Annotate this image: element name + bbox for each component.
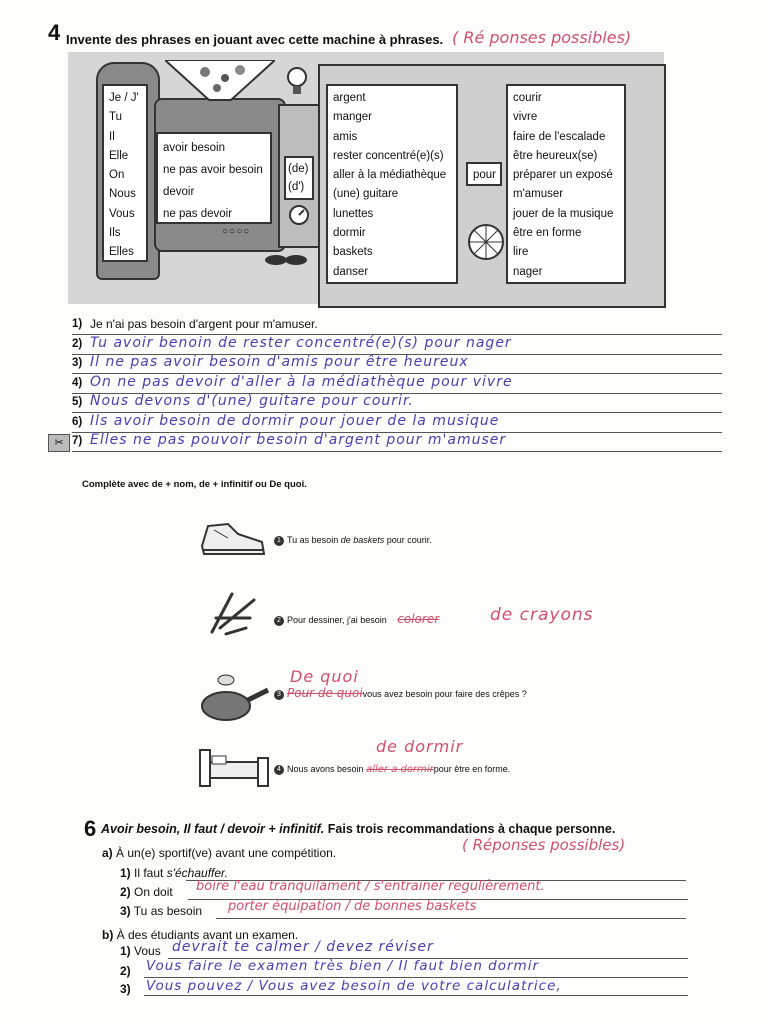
part-a-label: a) bbox=[102, 846, 113, 860]
noun-item: aller à la médiathèque bbox=[333, 169, 447, 182]
answer-number: 6) bbox=[72, 415, 83, 428]
answer-line[interactable] bbox=[72, 316, 722, 335]
item-answer-printed: s'échauffer. bbox=[166, 866, 228, 880]
answer-number: 7) bbox=[72, 435, 83, 447]
noun-item: danser bbox=[333, 265, 369, 278]
exercise-5-item-1 bbox=[274, 535, 432, 546]
frying-pan-icon bbox=[198, 668, 270, 729]
exercise-6-title bbox=[101, 822, 615, 836]
verb-panel-dials: ○○○○ bbox=[222, 226, 251, 237]
exercise-5-title: Complète avec de + nom, de + infinitif ou De quoi. bbox=[82, 479, 307, 490]
part-b-item-1 bbox=[120, 944, 161, 958]
gear-wheel-icon bbox=[466, 222, 506, 267]
goal-panel bbox=[506, 84, 626, 284]
noun-item: (une) guitare bbox=[333, 188, 399, 201]
preposition-item: (de) bbox=[288, 163, 309, 175]
pronoun-item: Il bbox=[109, 130, 115, 143]
item-number: 2) bbox=[120, 964, 131, 978]
answer-line[interactable] bbox=[72, 375, 722, 394]
pencils-icon bbox=[206, 588, 260, 643]
answer-text-handwritten: Ils avoir besoin de dormir pour jouer de la musique bbox=[90, 412, 500, 429]
answer-text-handwritten: Tu avoir benoin de rester concentré(e)(s) pour nager bbox=[90, 334, 512, 351]
item-number-badge: 3 bbox=[274, 690, 284, 700]
goal-item: préparer un exposé bbox=[513, 169, 613, 182]
pronoun-item: Ils bbox=[109, 227, 121, 240]
bed-icon bbox=[196, 744, 272, 795]
noun-panel bbox=[326, 84, 458, 284]
handwritten-answer: Vous faire le examen très bien / Il faut bien dormir bbox=[146, 958, 540, 974]
noun-item: manger bbox=[333, 111, 372, 124]
goal-item: m'amuser bbox=[513, 188, 564, 201]
funnel-icon bbox=[165, 60, 275, 100]
item-text-end: pour courir. bbox=[384, 535, 432, 545]
item-text-end: vous avez besoin pour faire des crêpes ? bbox=[362, 689, 527, 699]
answer-line[interactable] bbox=[72, 414, 722, 433]
struck-answer: Pour de quoi bbox=[287, 686, 363, 700]
struck-answer: colorer bbox=[397, 612, 440, 626]
pronoun-item: Je / J' bbox=[109, 92, 139, 104]
pronoun-item: On bbox=[109, 169, 125, 182]
answer-text-handwritten: On ne pas devoir d'aller à la médiathèque pour vivre bbox=[90, 373, 513, 390]
handwritten-answer: de dormir bbox=[376, 737, 464, 756]
item-example-answer: de baskets bbox=[340, 535, 385, 545]
item-number: 1) bbox=[120, 866, 131, 880]
item-prefix: On doit bbox=[134, 885, 173, 899]
exercise-4-handwritten-note: ( Ré ponses possibles) bbox=[452, 28, 632, 47]
answer-line[interactable] bbox=[72, 355, 722, 374]
noun-item: lunettes bbox=[333, 207, 374, 220]
item-number: 3) bbox=[120, 982, 131, 996]
handwritten-answer: boire l'eau tranquilament / s'entrainer regulièrement. bbox=[196, 879, 545, 894]
gauge-icon bbox=[288, 204, 310, 231]
noun-item: amis bbox=[333, 130, 358, 143]
item-number-badge: 2 bbox=[274, 616, 284, 626]
item-prefix: Vous bbox=[134, 944, 161, 958]
handwritten-answer: De quoi bbox=[290, 667, 359, 686]
noun-item: rester concentré(e)(s) bbox=[333, 149, 444, 162]
answer-text-handwritten: Elles ne pas pouvoir besoin d'argent pour m'amuser bbox=[90, 432, 507, 448]
answer-number: 5) bbox=[72, 396, 83, 408]
part-b-label: b) bbox=[102, 928, 114, 942]
answer-number: 1) bbox=[72, 318, 83, 330]
noun-item: baskets bbox=[333, 246, 373, 259]
answer-rule bbox=[144, 995, 688, 996]
verb-item: ne pas devoir bbox=[163, 208, 233, 220]
noun-item: dormir bbox=[333, 227, 366, 240]
answer-line[interactable] bbox=[72, 394, 722, 413]
goal-item: nager bbox=[513, 265, 543, 278]
item-number-badge: 4 bbox=[274, 765, 284, 775]
handwritten-answer: porter équipation / de bonnes baskets bbox=[228, 899, 477, 914]
goal-item: être heureux(se) bbox=[513, 149, 598, 162]
goal-item: faire de l'escalade bbox=[513, 130, 606, 143]
pronoun-panel bbox=[102, 84, 148, 262]
exercise-4-title: Invente des phrases en jouant avec cette machine à phrases. bbox=[66, 32, 444, 47]
exercise-6-title-instruction: Fais trois recommandations à chaque personne. bbox=[324, 822, 616, 836]
verb-item: devoir bbox=[163, 186, 195, 198]
handwritten-answer: Vous pouvez / Vous avez besoin de votre calculatrice, bbox=[146, 978, 562, 994]
exercise-5-item-4 bbox=[274, 764, 510, 775]
item-number: 2) bbox=[120, 885, 131, 899]
item-text: Tu as besoin bbox=[287, 535, 341, 545]
item-number: 3) bbox=[120, 904, 131, 918]
handwritten-answer: devrait te calmer / devez réviser bbox=[172, 939, 434, 955]
preposition-panel bbox=[284, 156, 314, 200]
part-b-text: À des étudiants avant un examen. bbox=[116, 928, 299, 942]
exercise-6-part-a bbox=[102, 846, 336, 860]
part-a-item-2 bbox=[120, 885, 173, 899]
exercise-6-number: 6 bbox=[84, 816, 97, 841]
goal-item: vivre bbox=[513, 111, 538, 124]
answer-line[interactable] bbox=[72, 336, 722, 355]
lightbulb-icon bbox=[286, 66, 308, 105]
exercise-6-handwritten-note: ( Réponses possibles) bbox=[462, 836, 626, 854]
goal-item: lire bbox=[513, 246, 529, 259]
item-prefix: Tu as besoin bbox=[133, 904, 203, 918]
answer-text-handwritten: Nous devons d'(une) guitare pour courir. bbox=[90, 393, 414, 409]
verb-item: avoir besoin bbox=[163, 142, 226, 154]
item-number: 1) bbox=[120, 944, 131, 958]
goal-item: courir bbox=[513, 92, 542, 104]
handwritten-answer: de crayons bbox=[490, 605, 594, 625]
part-a-item-3 bbox=[120, 904, 202, 918]
tools-icon: ✂ bbox=[48, 434, 70, 452]
sneakers-icon bbox=[198, 516, 268, 565]
struck-answer: aller a dormir bbox=[366, 764, 434, 775]
pronoun-item: Elles bbox=[109, 246, 134, 259]
goal-item: jouer de la musique bbox=[513, 207, 614, 220]
answer-line[interactable] bbox=[72, 433, 722, 452]
propeller-icon bbox=[264, 250, 308, 275]
item-text: Nous avons besoin bbox=[287, 764, 367, 774]
part-b-item-3 bbox=[120, 982, 131, 996]
pronoun-item: Vous bbox=[109, 207, 135, 220]
exercise-5-item-3 bbox=[274, 686, 527, 700]
pronoun-item: Elle bbox=[109, 149, 129, 162]
answer-number: 2) bbox=[72, 337, 83, 350]
item-text-end: pour être en forme. bbox=[433, 764, 511, 774]
part-b-item-2 bbox=[120, 964, 131, 978]
goal-item: être en forme bbox=[513, 227, 582, 240]
answer-number: 3) bbox=[72, 357, 83, 369]
verb-panel bbox=[156, 132, 272, 224]
item-number-badge: 1 bbox=[274, 536, 284, 546]
pronoun-item: Tu bbox=[109, 111, 122, 124]
exercise-5-item-2 bbox=[274, 612, 439, 626]
pronoun-item: Nous bbox=[109, 188, 136, 201]
pour-panel: pour bbox=[466, 162, 502, 186]
exercise-4-number: 4 bbox=[48, 20, 61, 45]
part-a-text: À un(e) sportif(ve) avant une compétition. bbox=[116, 846, 337, 860]
item-text: Pour dessiner, j'ai besoin bbox=[287, 615, 390, 625]
exercise-6-title-grammar: Avoir besoin, Il faut / devoir + infinitif. bbox=[101, 822, 325, 836]
answer-number: 4) bbox=[72, 376, 83, 389]
noun-item: argent bbox=[333, 92, 366, 104]
answer-text-handwritten: Il ne pas avoir besoin d'amis pour être heureux bbox=[90, 354, 469, 370]
exercise-4-answer-lines bbox=[72, 316, 722, 453]
item-prefix: Il faut bbox=[134, 866, 167, 880]
verb-item: ne pas avoir besoin bbox=[163, 164, 263, 176]
answer-rule bbox=[216, 918, 686, 919]
answer-text-printed: Je n'ai pas besoin d'argent pour m'amuser. bbox=[90, 317, 318, 331]
part-a-item-1 bbox=[120, 866, 228, 880]
preposition-item: (d') bbox=[288, 181, 305, 193]
